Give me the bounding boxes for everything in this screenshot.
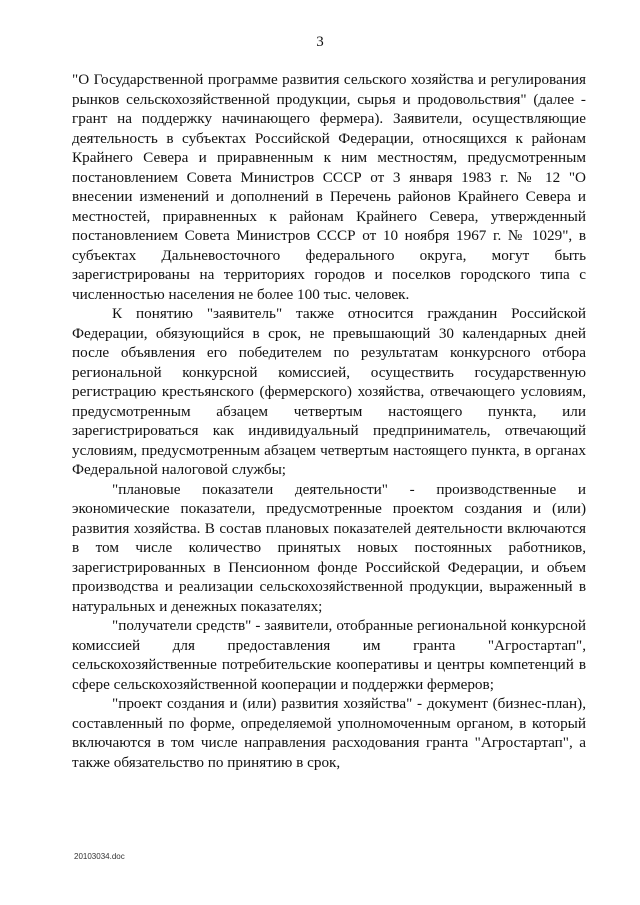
paragraph-fund-recipients: "получатели средств" - заявители, отобранные региональной конкурсной комиссией для предоставления им гранта "Агростартап", сельскохозяйственные потребительские кооперативы и центры компетенций в сфере сельскохозяйственной кооперации и поддержки фермеров; — [72, 617, 586, 693]
paragraph-planned-indicators: "плановые показатели деятельности" - производственные и экономические показатели, предусмотренные проектом создания и (или) развития хозяйства. В состав плановых показателей деятельности включаются в том числе количество принятых новых постоянных работников, зарегистрированных в Пенсионном фонде Российской Федерации, и объем производства и реализации сельскохозяйственной продукции, выраженный в натуральных и денежных показателях; — [72, 480, 586, 615]
document-body — [72, 70, 586, 772]
paragraph-continuation: "О Государственной программе развития сельского хозяйства и регулирования рынков сельскохозяйственной продукции, сырья и продовольствия" (далее - грант на поддержку начинающего фермера). Заявители, осуществляющие деятельность в субъектах Российской Федерации, относящихся к районам Крайнего Севера и приравненным к ним местностям, предусмотренным постановлением Совета Министров СССР от 3 января 1983 г. № 12 "О внесении изменений и дополнений в Перечень районов Крайнего Севера и местностей, приравненных к районам Крайнего Севера, утвержденный постановлением Совета Министров СССР от 10 ноября 1967 г. № 1029", в субъектах Дальневосточного федерального округа, могут быть зарегистрированы на территориях городов и поселков городского типа с численностью населения не более 100 тыс. человек. — [72, 71, 586, 303]
paragraph-applicant-definition: К понятию "заявитель" также относится гражданин Российской Федерации, обязующийся в срок, не превышающий 30 календарных дней после объявления его победителем по результатам конкурсного отбора региональной конкурсной комиссией, осуществить государственную регистрацию крестьянского (фермерского) хозяйства, отвечающего условиям, предусмотренным абзацем четвертым настоящего пункта, или зарегистрироваться как индивидуальный предприниматель, отвечающий условиям, предусмотренным абзацем четвертым настоящего пункта, в органах Федеральной налоговой службы; — [72, 305, 586, 478]
paragraph-farm-project: "проект создания и (или) развития хозяйства" - документ (бизнес-план), составленный по форме, определяемой уполномоченным органом, в который включаются в том числе направления расходования гранта "Агростартап", а также обязательство по принятию в срок, — [72, 695, 586, 771]
page-number: 3 — [316, 34, 324, 50]
file-name-footer: 20103034.doc — [74, 852, 125, 861]
